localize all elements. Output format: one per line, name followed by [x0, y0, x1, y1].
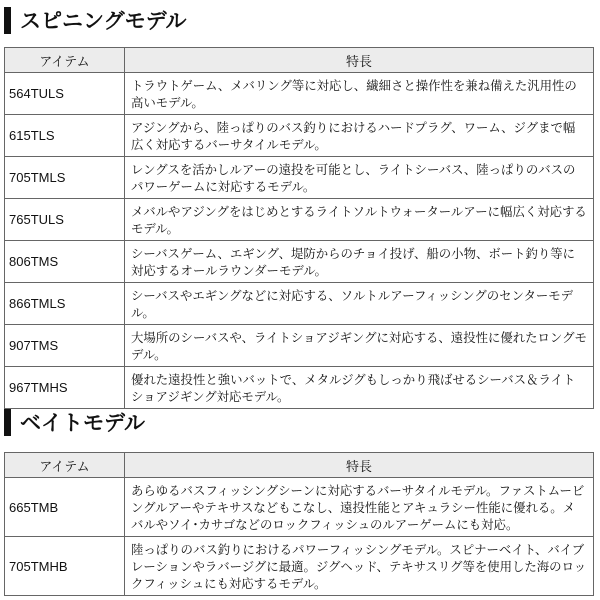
item-description: アジングから、陸っぱりのバス釣りにおけるハードプラグ、ワーム、ジグまで幅広く対応するバーサタイルモデル。 [125, 115, 594, 157]
title-accent-bar [4, 409, 11, 436]
item-code: 705TMLS [5, 157, 125, 199]
header-feature: 特長 [125, 48, 594, 73]
item-code: 615TLS [5, 115, 125, 157]
title-accent-bar [4, 7, 11, 34]
item-code: 866TMLS [5, 283, 125, 325]
table-row [5, 73, 594, 115]
table-row [5, 367, 594, 409]
item-description: 優れた遠投性と強いバットで、メタルジグもしっかり飛ばせるシーバス＆ライトショアジギング対応モデル。 [125, 367, 594, 409]
header-item: アイテム [5, 48, 125, 73]
item-description: シーバスやエギングなどに対応する、ソルトルアーフィッシングのセンターモデル。 [125, 283, 594, 325]
table-row [5, 325, 594, 367]
table-row [5, 157, 594, 199]
spinning-section-title [4, 6, 187, 34]
table-row [5, 241, 594, 283]
header-feature: 特長 [125, 453, 594, 478]
table-row [5, 199, 594, 241]
table-header-row [5, 453, 594, 478]
item-code: 967TMHS [5, 367, 125, 409]
table-row [5, 283, 594, 325]
item-description: トラウトゲーム、メバリング等に対応し、繊細さと操作性を兼ね備えた汎用性の高いモデル。 [125, 73, 594, 115]
header-item: アイテム [5, 453, 125, 478]
item-description: 陸っぱりのバス釣りにおけるパワーフィッシングモデル。スピナーベイト、バイブレーションやラバージグに最適。ジグヘッド、テキサスリグ等を使用した海のロックフィッシュにも対応するモデル。 [125, 537, 594, 596]
item-description: シーバスゲーム、エギング、堤防からのチョイ投げ、船の小物、ボート釣り等に対応するオールラウンダーモデル。 [125, 241, 594, 283]
table-row [5, 537, 594, 596]
table-header-row [5, 48, 594, 73]
item-code: 705TMHB [5, 537, 125, 596]
item-description: あらゆるバスフィッシングシーンに対応するバーサタイルモデル。ファストムービングルアーやテキサスなどもこなし、遠投性能とアキュラシー性能に優れる。メバルやソイ･カサゴなどのロックフィッシュのルアーゲームにも対応。 [125, 478, 594, 537]
bait-title-text: ベイトモデル [20, 411, 145, 435]
item-code: 665TMB [5, 478, 125, 537]
item-code: 907TMS [5, 325, 125, 367]
spinning-spec-table [4, 47, 594, 409]
item-description: 大場所のシーバスや、ライトショアジギングに対応する、遠投性に優れたロングモデル。 [125, 325, 594, 367]
table-row [5, 115, 594, 157]
table-row [5, 478, 594, 537]
item-description: メバルやアジングをはじめとするライトソルトウォータールアーに幅広く対応するモデル。 [125, 199, 594, 241]
spinning-title-text: スピニングモデル [20, 9, 187, 33]
item-code: 806TMS [5, 241, 125, 283]
item-code: 765TULS [5, 199, 125, 241]
bait-section-title [4, 408, 145, 436]
item-code: 564TULS [5, 73, 125, 115]
bait-spec-table [4, 452, 594, 596]
item-description: レングスを活かしルアーの遠投を可能とし、ライトシーバス、陸っぱりのバスのパワーゲームに対応するモデル。 [125, 157, 594, 199]
